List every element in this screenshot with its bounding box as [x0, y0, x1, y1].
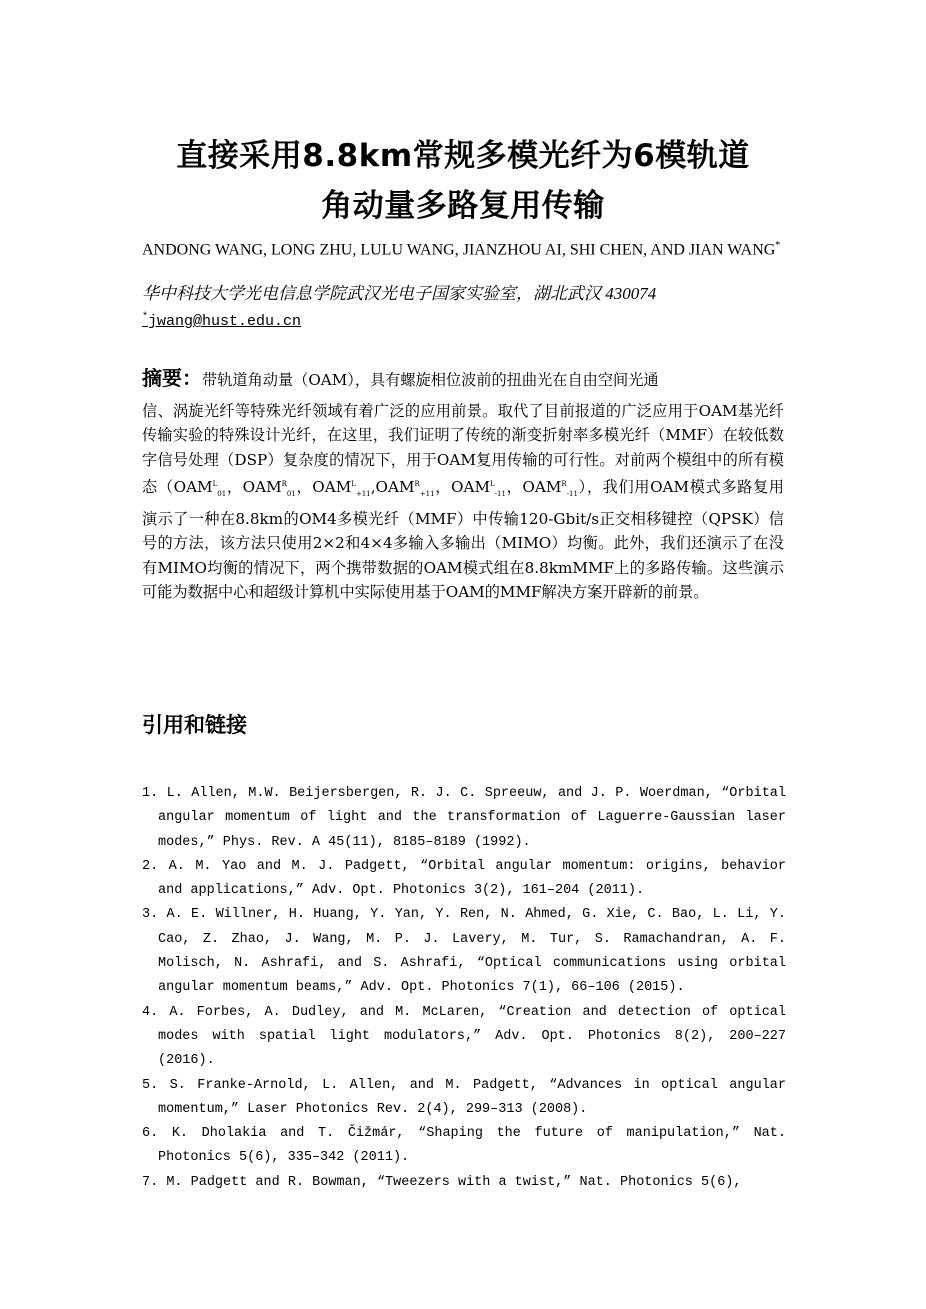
mode-oam-r-01: $OAM^R_{01}$: [242, 478, 296, 499]
reference-text: L. Allen, M.W. Beijersbergen, R. J. C. Spreeuw, and J. P. Woerdman, “Orbital angular momentum of light and the transformation of Laguerre-Gaussian laser modes,” Phys. Rev. A 45(11), 8185–8189 (1992).: [158, 786, 787, 850]
reference-number: 1.: [142, 786, 159, 801]
paper-title-line-2: 角动量多路复用传输: [321, 188, 605, 224]
reference-list: [142, 782, 786, 1195]
abstract-body-part-2: ），我们用OAM模式多路复用演示了一种在8.8km的OM4多模光纤（MMF）中传输120-Gbit/s正交相移键控（QPSK）信号的方法，该方法只使用2×2和4×4多输入多输出（MIMO）均衡。此外，我们还演示了在没有MIMO均衡的情况下，两个携带数据的OAM模式组在8.8kmMMF上的多路传输。这些演示可能为数据中心和超级计算机中实际使用基于OAM的MMF解决方案开辟新的前景。: [142, 478, 784, 602]
affiliation: 华中科技大学光电信息学院武汉光电子国家实验室，湖北武汉 430074: [142, 284, 657, 303]
reference-number: 5.: [142, 1077, 159, 1093]
mode-oam-l-p11: $OAM^L_{+11}$: [312, 478, 371, 499]
reference-number: 7.: [142, 1174, 159, 1190]
reference-item: [142, 855, 786, 904]
paper-title-line-1: 直接采用8.8km常规多模光纤为6模轨道: [176, 138, 750, 174]
reference-item: [142, 1171, 786, 1195]
reference-item: [142, 1001, 786, 1074]
reference-item: [142, 1074, 786, 1123]
author-list: [142, 234, 782, 262]
abstract-label: 摘要：: [142, 366, 202, 390]
reference-text: S. Franke-Arnold, L. Allen, and M. Padgett, “Advances in optical angular momentum,” Laser Photonics Rev. 2(4), 299–313 (2008).: [158, 1077, 787, 1117]
references-heading: 引用和链接: [142, 713, 247, 737]
mode-oam-l-01: $OAM^L_{01}$: [173, 478, 227, 499]
abstract: 摘要：带轨道角动量（OAM），具有螺旋相位波前的扭曲光在自由空间光通 信、涡旋光纤等特殊光纤领域有着广泛的应用前景。取代了目前报道的广泛应用于OAM基光纤传输实验的特殊设计光纤，在这里，我们证明了传统的渐变折射率多模光纤（MMF）在较低数字信号处理（DSP）复杂度的情况下，用于OAM复用传输的可行性。对前两个模组中的所有模态（$OAM^L_{01}$，$OAM^R_{01}$，$OAM^L_{+11},OAM^R_{+11}$，$OAM^L_{-11}$，$OAM^R_{-11}$），我们用OAM模式多路复用演示了一种在8.8km的OM4多模光纤（MMF）中传输120-Gbit/s正交相移键控（QPSK）信号的方法，该方法只使用2×2和4×4多输入多输出（MIMO）均衡。此外，我们还演示了在没有MIMO均衡的情况下，两个携带数据的OAM模式组在8.8kmMMF上的多路传输。这些演示可能为数据中心和超级计算机中实际使用基于OAM的MMF解决方案开辟新的前景。: [142, 366, 784, 602]
abstract-first-line: [142, 366, 784, 393]
corresponding-author-mark: *: [775, 240, 781, 251]
email-mark: *: [142, 312, 149, 323]
reference-item: [142, 782, 786, 855]
reference-number: 2.: [142, 858, 159, 874]
reference-text: A. M. Yao and M. J. Padgett, “Orbital angular momentum: origins, behavior and applications,” Adv. Opt. Photonics 3(2), 161–204 (2011).: [158, 858, 786, 899]
reference-text: K. Dholakia and T. Čižmár, “Shaping the future of manipulation,” Nat. Photonics 5(6), 335–342 (2011).: [158, 1126, 786, 1166]
reference-text: A. Forbes, A. Dudley, and M. McLaren, “Creation and detection of optical modes with spatial light modulators,” Adv. Opt. Photonics 8(2), 200–227 (2016).: [158, 1004, 786, 1069]
abstract-first-line-text: 带轨道角动量（OAM），具有螺旋相位波前的扭曲光在自由空间光通: [202, 371, 659, 389]
reference-text: A. E. Willner, H. Huang, Y. Yan, Y. Ren, N. Ahmed, G. Xie, C. Bao, L. Li, Y. Cao, Z. Zhao, J. Wang, M. P. J. Lavery, M. Tur, S. Ramachandran, A. F. Molisch, N. Ashrafi, and S. Ashrafi, “Optical communications using orbital angular momentum beams,” Adv. Opt. Photonics 7(1), 66–106 (2015).: [158, 907, 786, 996]
email-address: jwang@hust.edu.cn: [148, 313, 302, 330]
mode-oam-r-p11: $OAM^R_{+11}$: [375, 478, 435, 499]
mode-oam-r-m11: $OAM^R_{-11}$: [522, 478, 578, 499]
reference-number: 6.: [142, 1126, 159, 1142]
corresponding-email-link[interactable]: [142, 306, 301, 334]
reference-text: M. Padgett and R. Bowman, “Tweezers with a twist,” Nat. Photonics 5(6),: [166, 1174, 742, 1190]
reference-number: 3.: [142, 907, 159, 923]
reference-item: [142, 1122, 786, 1171]
mode-oam-l-m11: $OAM^L_{-11}$: [451, 478, 506, 499]
abstract-body-part-1: 信、涡旋光纤等特殊光纤领域有着广泛的应用前景。取代了目前报道的广泛应用于OAM基光纤传输实验的特殊设计光纤，在这里，我们证明了传统的渐变折射率多模光纤（MMF）在较低数字信号处理（DSP）复杂度的情况下，用于OAM复用传输的可行性。对前两个模组中的所有模态（: [142, 401, 784, 497]
reference-item: [142, 903, 786, 1000]
author-names: ANDONG WANG, LONG ZHU, LULU WANG, JIANZHOU AI, SHI CHEN, AND JIAN WANG: [142, 241, 776, 259]
reference-number: 4.: [142, 1004, 159, 1020]
